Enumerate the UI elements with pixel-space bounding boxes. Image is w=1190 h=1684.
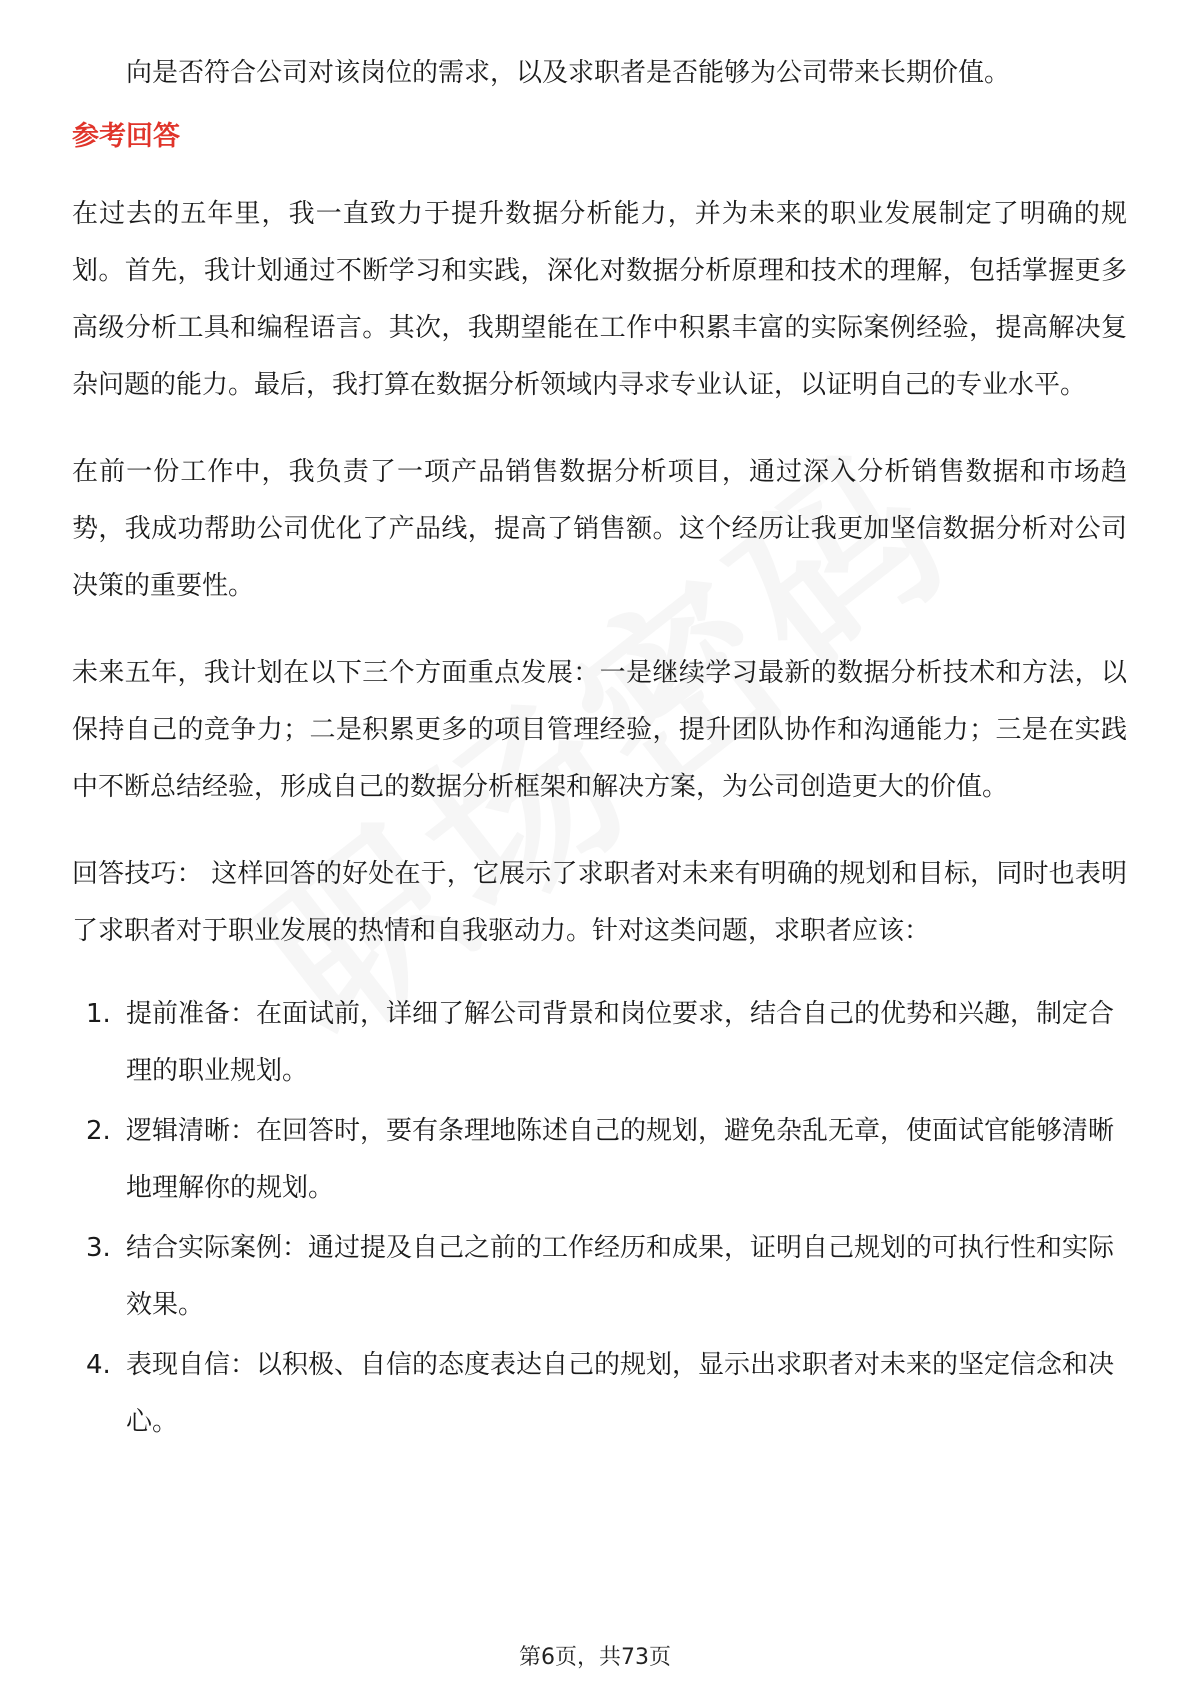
list-item: [72, 1103, 1127, 1217]
list-item: [72, 986, 1127, 1100]
page-number-footer: 第6页，共73页: [519, 1645, 671, 1670]
list-item-text: 提前准备：在面试前，详细了解公司背景和岗位要求，结合自己的优势和兴趣，制定合理的职业规划。: [126, 999, 1115, 1086]
list-item-text: 结合实际案例：通过提及自己之前的工作经历和成果，证明自己规划的可执行性和实际效果。: [126, 1233, 1115, 1320]
list-number: 1.: [86, 999, 111, 1029]
list-item-text: 逻辑清晰：在回答时，要有条理地陈述自己的规划，避免杂乱无章，使面试官能够清晰地理解你的规划。: [126, 1116, 1115, 1203]
section-heading: 参考回答: [72, 121, 180, 152]
list-item-text: 表现自信：以积极、自信的态度表达自己的规划，显示出求职者对未来的坚定信念和决心。: [126, 1350, 1115, 1437]
list-number: 2.: [86, 1116, 111, 1146]
tips-list: [72, 986, 1127, 1451]
page-content: [72, 44, 1127, 1454]
list-number: 4.: [86, 1350, 111, 1380]
tips-intro-paragraph: 回答技巧： 这样回答的好处在于，它展示了求职者对未来有明确的规划和目标，同时也表明了求职者对于职业发展的热情和自我驱动力。针对这类问题，求职者应该：: [72, 859, 1127, 946]
answer-paragraph-2: 在前一份工作中，我负责了一项产品销售数据分析项目，通过深入分析销售数据和市场趋势，我成功帮助公司优化了产品线，提高了销售额。这个经历让我更加坚信数据分析对公司决策的重要性。: [72, 457, 1127, 601]
answer-paragraph-3: 未来五年，我计划在以下三个方面重点发展：一是继续学习最新的数据分析技术和方法，以保持自己的竞争力；二是积累更多的项目管理经验，提升团队协作和沟通能力；三是在实践中不断总结经验，形成自己的数据分析框架和解决方案，为公司创造更大的价值。: [72, 658, 1127, 802]
continued-line: 向是否符合公司对该岗位的需求，以及求职者是否能够为公司带来长期价值。: [126, 58, 1011, 88]
list-item: [72, 1337, 1127, 1451]
answer-paragraph-1: 在过去的五年里，我一直致力于提升数据分析能力，并为未来的职业发展制定了明确的规划。首先，我计划通过不断学习和实践，深化对数据分析原理和技术的理解，包括掌握更多高级分析工具和编程语言。其次，我期望能在工作中积累丰富的实际案例经验，提高解决复杂问题的能力。最后，我打算在数据分析领域内寻求专业认证，以证明自己的专业水平。: [72, 199, 1127, 400]
list-item: [72, 1220, 1127, 1334]
list-number: 3.: [86, 1233, 111, 1263]
